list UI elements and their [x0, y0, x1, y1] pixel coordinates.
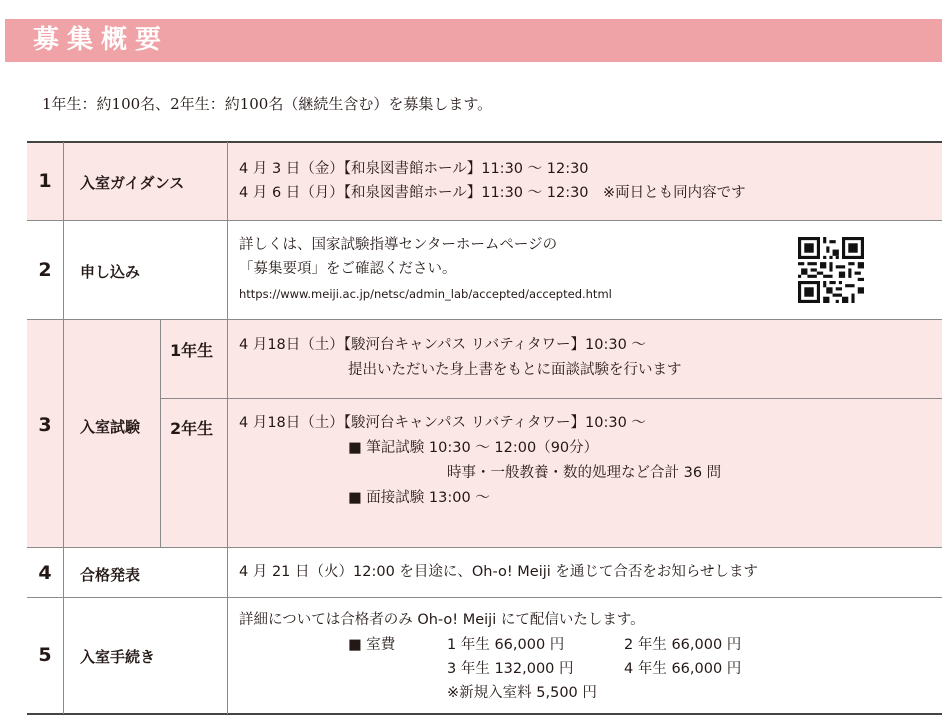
recruitment-url[interactable]: https://www.meiji.ac.jp/netsc/admin_lab/accepted/accepted.html [239, 287, 612, 301]
row-label: 合格発表 [80, 566, 141, 584]
qr-code-icon [798, 237, 864, 303]
grade-label: 1年生 [170, 341, 214, 360]
row-number: 2 [38, 259, 52, 281]
row-label: 入室試験 [80, 418, 141, 436]
grade-label: 2年生 [170, 419, 214, 438]
table-bottom-border [27, 713, 942, 715]
row-text: 「募集要項」をご確認ください。 [239, 261, 457, 277]
row-number: 5 [38, 644, 52, 666]
row-label: 入室手続き [80, 648, 156, 666]
row-text: 4 月18日（土）【駿河台キャンパス リバティタワー】10:30 〜 [239, 415, 646, 431]
row-text: ■ 面接試験 13:00 〜 [348, 490, 490, 506]
row-number: 4 [38, 562, 52, 584]
row-text: ■ 筆記試験 10:30 〜 12:00（90分） [348, 440, 599, 456]
fee-item: 3 年生 132,000 円 [447, 661, 574, 677]
row-divider [27, 220, 942, 221]
row-text: 4 月 21 日（火）12:00 を目途に、Oh-o! Meiji を通じて合否をお知らせします [239, 564, 758, 580]
row-text: 提出いただいた身上書をもとに面談試験を行います [348, 362, 682, 378]
row-text: 詳しくは、国家試験指導センターホームページの [239, 237, 558, 253]
row-text: 4 月 6 日（月）【和泉図書館ホール】11:30 〜 12:30 ※両日とも同内容です [239, 185, 746, 201]
fee-note: ※新規入室料 5,500 円 [447, 685, 597, 701]
table-top-border [27, 141, 942, 143]
row-divider [160, 398, 942, 399]
col-divider [227, 142, 228, 714]
row-text: 時事・一般教養・数的処理など合計 36 問 [447, 465, 722, 481]
fee-item: 4 年生 66,000 円 [624, 661, 742, 677]
row-label: 入室ガイダンス [80, 174, 185, 192]
row-divider [27, 547, 942, 548]
intro-text: 1年生：約100名、2年生：約100名（継続生含む）を募集します。 [42, 95, 493, 113]
row-text: 4 月 3 日（金）【和泉図書館ホール】11:30 〜 12:30 [239, 161, 589, 177]
section-banner [5, 19, 942, 62]
row-number: 3 [38, 414, 52, 436]
col-divider [160, 320, 161, 547]
fee-item: 2 年生 66,000 円 [624, 637, 742, 653]
row-divider [27, 597, 942, 598]
row-divider [27, 319, 942, 320]
col-divider [63, 142, 64, 714]
row-text: 4 月18日（土）【駿河台キャンパス リバティタワー】10:30 〜 [239, 337, 646, 353]
fee-label: ■ 室費 [348, 637, 396, 653]
section-title: 募集概要 [33, 25, 170, 55]
fee-item: 1 年生 66,000 円 [447, 637, 565, 653]
row-1-content-bg [227, 142, 942, 220]
row-number: 1 [38, 170, 52, 192]
row-label: 申し込み [80, 263, 141, 281]
row-text: 詳細については合格者のみ Oh-o! Meiji にて配信いたします。 [239, 612, 645, 628]
